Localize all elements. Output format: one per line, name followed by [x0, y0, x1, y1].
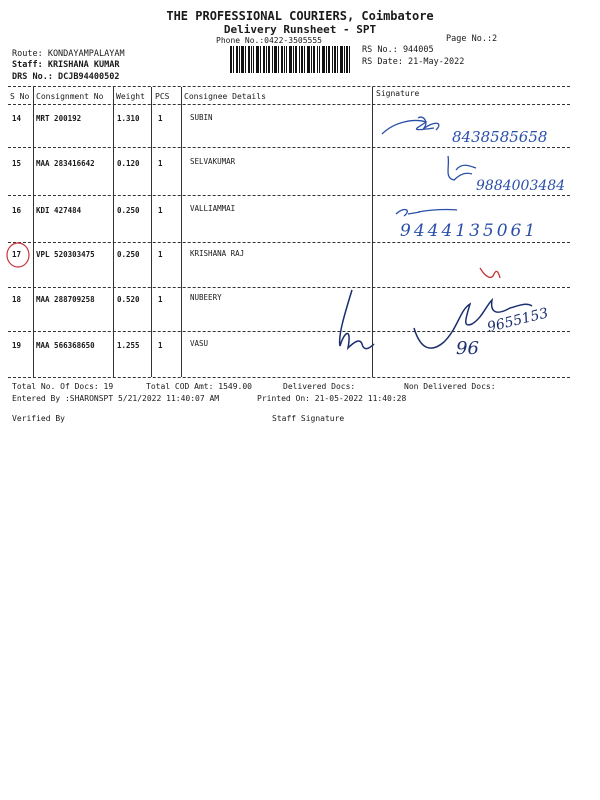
- row-consignment: MAA 288709258: [36, 295, 95, 304]
- row-weight: 0.120: [117, 159, 140, 168]
- row-consignment: MRT 200192: [36, 114, 82, 123]
- column-header-consignee: Consignee Details: [184, 92, 266, 101]
- handwritten-phone: 9884003484: [476, 178, 566, 194]
- row-consignee: VASU: [190, 339, 209, 348]
- signature-row-16: [390, 200, 580, 245]
- company-title: THE PROFESSIONAL COURIERS, Coimbatore: [166, 9, 434, 23]
- printed-on: Printed On: 21-05-2022 11:40:28: [257, 394, 407, 403]
- row-sno: 17: [12, 250, 22, 259]
- verified-by: Verified By: [12, 414, 65, 423]
- row-sno: 16: [12, 206, 22, 215]
- row-pcs: 1: [158, 295, 163, 304]
- row-consignment: MAA 566368650: [36, 341, 95, 350]
- non-delivered-docs: Non Delivered Docs:: [404, 382, 496, 391]
- signature-row-14: [374, 108, 574, 148]
- row-sno: 15: [12, 159, 22, 168]
- staff-label: Staff: KRISHANA KUMAR: [12, 60, 120, 70]
- staff-signature-mark: [330, 286, 382, 366]
- delivered-docs: Delivered Docs:: [283, 382, 356, 391]
- column-header-pcs: PCS: [155, 92, 170, 101]
- row-consignment: KDI 427484: [36, 206, 82, 215]
- table-header-rule: [8, 104, 570, 105]
- column-header-sno: S No: [10, 92, 30, 101]
- row-consignee: SELVAKUMAR: [190, 157, 236, 166]
- handwritten-number: 96: [456, 338, 479, 359]
- column-header-weight: Weight: [116, 92, 145, 101]
- column-divider: [181, 87, 182, 377]
- drs-number: DRS No.: DCJB94400502: [12, 72, 120, 82]
- row-pcs: 1: [158, 114, 163, 123]
- column-header-signature: Signature: [376, 89, 420, 98]
- handwritten-phone: 9655153: [485, 305, 550, 336]
- page-number: Page No.:2: [446, 34, 498, 44]
- row-sno: 14: [12, 114, 22, 123]
- total-cod-amount: Total COD Amt: 1549.00: [146, 382, 252, 391]
- row-pcs: 1: [158, 341, 163, 350]
- row-consignment: MAA 283416642: [36, 159, 95, 168]
- column-divider: [113, 87, 114, 377]
- row-weight: 0.520: [117, 295, 140, 304]
- row-pcs: 1: [158, 159, 163, 168]
- column-divider: [33, 87, 34, 377]
- entered-by: Entered By :SHARONSPT 5/21/2022 11:40:07 AM: [12, 394, 220, 403]
- rs-date: RS Date: 21-May-2022: [362, 57, 465, 67]
- row-consignee: KRISHANA RAJ: [190, 249, 245, 258]
- total-docs: Total No. Of Docs: 19: [12, 382, 114, 391]
- table-bottom-rule: [8, 377, 570, 378]
- row-consignee: VALLIAMMAI: [190, 204, 236, 213]
- route-label: Route: KONDAYAMPALAYAM: [12, 49, 125, 59]
- row-weight: 0.250: [117, 206, 140, 215]
- row-consignee: SUBIN: [190, 113, 213, 122]
- row-weight: 1.310: [117, 114, 140, 123]
- row-sno: 19: [12, 341, 22, 350]
- signature-row-15: [436, 152, 586, 197]
- rs-number: RS No.: 944005: [362, 45, 434, 55]
- row-consignee: NUBEERY: [190, 293, 222, 302]
- staff-signature-label: Staff Signature: [272, 414, 345, 423]
- barcode: [230, 46, 350, 73]
- column-divider: [151, 87, 152, 377]
- runsheet-subtitle: Delivery Runsheet - SPT: [223, 23, 377, 36]
- red-circle-mark: [4, 240, 34, 270]
- row-pcs: 1: [158, 206, 163, 215]
- handwritten-phone: 8438585658: [452, 128, 548, 146]
- row-weight: 1.255: [117, 341, 140, 350]
- row-sno: 18: [12, 295, 22, 304]
- signature-row-18-19: [400, 282, 590, 370]
- row-pcs: 1: [158, 250, 163, 259]
- table-top-rule: [8, 86, 570, 87]
- column-header-consignment: Consignment No: [36, 92, 104, 101]
- row-weight: 0.250: [117, 250, 140, 259]
- row-consignment: VPL 520303475: [36, 250, 95, 259]
- handwritten-phone: 9444135061: [400, 221, 539, 241]
- phone-number: Phone No.:0422-3505555: [216, 36, 322, 45]
